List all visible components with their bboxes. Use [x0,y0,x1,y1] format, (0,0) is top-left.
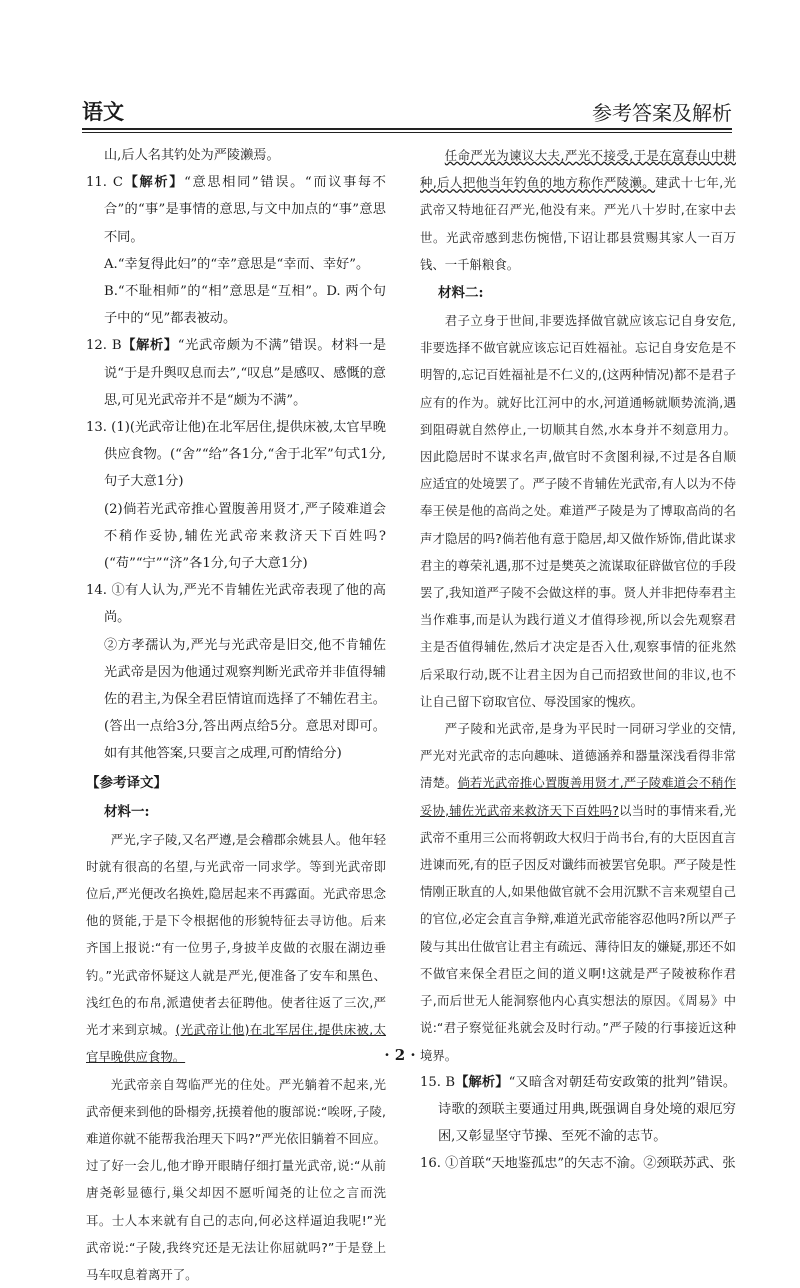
answer-11 [86,169,386,251]
answer-12-tag: 【解析】 [122,338,178,353]
left-column [86,142,386,1288]
answer-13-2: (2)倘若光武帝推心置腹善用贤才,严子陵难道会不稍作妥协,辅佐光武帝来救济天下百姓吗?(“苟”“宁”“济”各1分,句子大意1分) [86,496,386,578]
subject-label: 语文 [82,96,124,126]
material-1-paragraph-2: 光武帝亲自驾临严光的住处。严光躺着不起来,光武帝便来到他的卧榻旁,抚摸着他的腹部说:“唉呀,子陵,难道你就不能帮我治理天下吗?”严光依旧躺着不回应。过了好一会儿,他才睁开眼睛仔细打量光武帝,说:“从前唐尧彰显德行,巢父却因不愿听闻尧的让位之言而洗耳。士人本来就有自己的志向,何必这样逼迫我呢!”光武帝说:“子陵,我终究还是无法让你屈就吗?”于是登上马车叹息着离开了。 [86,1071,386,1288]
translation-heading: 【参考译文】 [86,770,386,797]
answer-11-number: 11. C [86,175,123,190]
line-continuation: 山,后人名其钓处为严陵濑焉。 [86,142,386,169]
answer-12-text: “光武帝颇为不满”错误。材料一是说“于是升舆叹息而去”,“叹息”是感叹、感慨的意思,可见光武帝并不是“颇为不满”。 [104,338,386,407]
answer-13-1: 13. (1)(光武帝让他)在北军居住,提供床被,太官早晚供应食物。(“舍”“给”各1分,“舍于北军”句式1分,句子大意1分) [86,414,386,496]
material-1-paragraph-1 [86,826,386,1071]
material-2-text-b: 以当时的事情来看,光武帝不重用三公而将朝政大权归于尚书台,有的大臣因直言进谏而死,有的臣子因反对谶纬而被罢官免职。严子陵是性情刚正耿直的人,如果他做官就不会用沉默不言来观望自己的官位,必定会直言争辩,难道光武帝能容忍他吗?所以严子陵与其出仕做官让君主有疏远、薄待旧友的嫌疑,那还不如不做官来保全君臣之间的道义啊!这就是严子陵被称作君子,而后世无人能洞察他内心真实想法的原因。《周易》中说:“君子察觉征兆就会及时行动。”严子陵的行事接近这种境界。 [420,803,736,1063]
header-rule [82,128,732,130]
answer-14-2: ②方孝孺认为,严光与光武帝是旧交,他不肯辅佐光武帝是因为他通过观察判断光武帝并非值得辅佐的君主,为保全君臣情谊而选择了不辅佐君主。(答出一点给3分,答出两点给5分。意思对即可。如有其他答案,只要言之成理,可酌情给分) [86,632,386,768]
header-rule-thin [82,132,732,133]
answer-15 [420,1069,736,1151]
answer-12-number: 12. B [86,338,122,353]
right-column [420,142,736,1178]
material-1-heading: 材料一: [86,799,386,826]
answer-11-option-bd: B.“不耻相师”的“相”意思是“互相”。D. 两个句子中的“见”都表被动。 [86,278,386,332]
material-2-paragraph-2 [420,715,736,1069]
material-1-tail: 建武十七年,光武帝又特地征召严光,他没有来。严光八十岁时,在家中去世。光武帝感到悲伤惋惜,下诏让郡县赏赐其家人一百万钱、一千斛粮食。 [420,175,736,272]
material-2-underlined: 倘若光武帝推心置腹善用贤才,严子陵难道会不稍作妥协,辅佐光武帝来救济天下百姓吗? [420,775,736,817]
answer-15-tag: 【解析】 [455,1075,509,1090]
answer-11-text: “意思相同”错误。“而议事每不合”的“事”是事情的意思,与文中加点的“事”意思不同。 [104,175,386,244]
page-number: · 2 · [0,1046,800,1064]
material-1-text: 严光,字子陵,又名严遵,是会稽郡余姚县人。他年轻时就有很高的名望,与光武帝一同求学。等到光武帝即位后,严光便改名换姓,隐居起来不再露面。光武帝思念他的贤能,于是下令根据他的形貌特征去寻访他。后来齐国上报说:“有一位男子,身披羊皮做的衣服在湖边垂钓。”光武帝怀疑这人就是严光,便准备了安车和黑色、浅红色的布帛,派遣使者去征聘他。使者往返了三次,严光才来到京城。 [86,832,386,1037]
page-header [82,96,732,130]
answer-16: 16. ①首联“天地鉴孤忠”的矢志不渝。②颈联苏武、张 [420,1150,736,1177]
answer-14-1: 14. ①有人认为,严光不肯辅佐光武帝表现了他的高尚。 [86,577,386,631]
material-1-paragraph-3 [420,142,736,278]
answer-11-tag: 【解析】 [123,175,184,190]
material-1-wavy-underlined: 任命严光为谏议大夫,严光不接受,于是在富春山中耕种,后人把他当年钓鱼的地方称作严陵濑。 [420,148,736,190]
answer-12 [86,332,386,414]
answer-15-text: “又暗含对朝廷苟安政策的批判”错误。诗歌的颈联主要通过用典,既强调自身处境的艰厄穷困,又彰显坚守节操、至死不渝的志节。 [438,1075,736,1144]
material-2-heading: 材料二: [420,280,736,307]
material-2-paragraph-1: 君子立身于世间,非要选择做官就应该忘记自身安危,非要选择不做官就应该忘记百姓福祉。忘记自身安危是不明智的,忘记百姓福祉是不仁义的,(这两种情况)都不是君子应有的作为。就好比江河中的水,河道通畅就顺势流淌,遇到阻碍就自然停止,一切顺其自然,水本身并不刻意用力。因此隐居时不谋求名声,做官时不贪图利禄,不过是各自顺应适宜的处境罢了。严子陵不肯辅佐光武帝,有人以为不侍奉王侯是他的高尚之处。难道严子陵是为了博取高尚的名声才隐居的吗?倘若他有意于隐居,却又做作矫饰,借此谋求君主的尊荣礼遇,那不过是樊英之流谋取征辟做官位的手段罢了,我知道严子陵不会做这样的事。贤人并非把侍奉君主当作难事,而是认为践行道义才值得珍视,所以会先观察君主是否值得辅佐,然后才决定是否入仕,观察事情的征兆然后采取行动,既不让君主因为自己而招致世间的非议,也不让自己留下窃取官位、辱没国家的愧疚。 [420,307,736,715]
answer-11-option-a: A.“幸复得此妇”的“幸”意思是“幸而、幸好”。 [86,251,386,278]
material-2-text: 严子陵和光武帝,是身为平民时一同研习学业的交情,严光对光武帝的志向趣味、道德涵养和器量深浅看得非常清楚。 [420,721,736,790]
material-1-underlined: (光武帝让他)在北军居住,提供床被,太官早晚供应食物。 [86,1022,386,1064]
answer-15-number: 15. B [420,1075,455,1090]
section-title: 参考答案及解析 [592,97,732,126]
